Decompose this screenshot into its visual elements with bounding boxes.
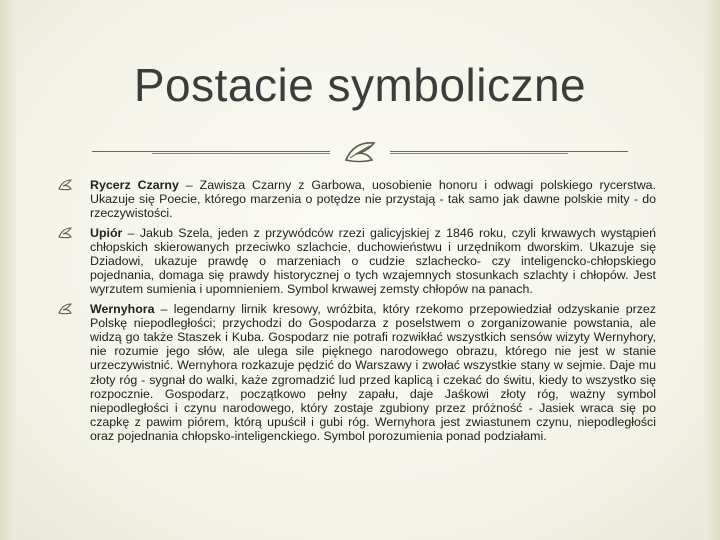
divider-line-right — [390, 151, 628, 152]
bullet-list — [68, 178, 656, 449]
divider-line-left-inner — [152, 153, 330, 154]
item-term: Wernyhora — [90, 301, 155, 316]
item-term: Rycerz Czarny — [90, 178, 179, 192]
item-text: – legendarny lirnik kresowy, wróżbita, który rzekomo przepowiedział odzyskanie przez Polskę niepodległości; przychodzi do Gospodarza z poselstwem o zorganizowanie powstania, ale widzą go także Staszek i Kuba. Gospodarz nie potrafi rozwikłać wszystkich sensów wizyty Wernyhory, nie rozumie jego słów, ale ulega sile pięknego narodowego obrazu, którego nie jest w stanie urzeczywistnić. Wernyhora rozkazuje pędzić do Warszawy i zwołać wszystkie stany w sejmie. Daje mu złoty róg - sygnał do walki, każe zgromadzić lud przed kaplicą i czekać do świtu, kiedy to wszystko się rozpocznie. Gospodarz, początkowo pełny zapału, daje Jaśkowi złoty róg, ważny symbol niepodległości i czynu narodowego, który zostaje zgubiony przez próżność - Jasiek wraca się po czapkę z pawim piórem, którą upuścił i gubi róg. Wernyhora jest zwiastunem czynu, niepodległości oraz pojednania chłopsko-inteligenckiego. Symbol porozumienia ponad podziałami. — [90, 301, 656, 444]
leaf-bullet-icon — [58, 227, 72, 239]
list-item — [68, 302, 656, 444]
divider-line-left — [92, 151, 330, 152]
leaf-ornament-icon — [342, 140, 378, 164]
item-term: Upiór — [90, 225, 123, 240]
leaf-bullet-icon — [58, 179, 72, 191]
item-text: – Jakub Szela, jeden z przywódców rzezi galicyjskiej z 1846 roku, czyli krwawych wystąpień chłopskich skierowanych przeciwko szlachcie, duchowieństwu i urzędnikom dworskim. Ukazuje się Dziadowi, ukazuje prawdę o marzeniach o cudzie szlachecko- czy inteligencko-chłopskiego pojednania, domaga się prawdy historycznej o tych wzajemnych stosunkach szlachty i chłopów. Jest wyrzutem sumienia i upomnieniem. Symbol krwawej zemsty chłopów na panach. — [90, 225, 656, 297]
item-text: – Zawisza Czarny z Garbowa, uosobienie honoru i odwagi polskiego rycerstwa. Ukazuje się Poecie, którego marzenia o potędze nie przystają - tak samo jak dawne polskie mity - do rzeczywistości. — [90, 178, 656, 221]
title-divider — [92, 140, 628, 164]
leaf-bullet-icon — [58, 303, 72, 315]
list-item — [68, 226, 656, 297]
divider-line-right-inner — [390, 153, 568, 154]
list-item — [68, 178, 656, 221]
slide-title: Postacie symboliczne — [133, 59, 587, 111]
